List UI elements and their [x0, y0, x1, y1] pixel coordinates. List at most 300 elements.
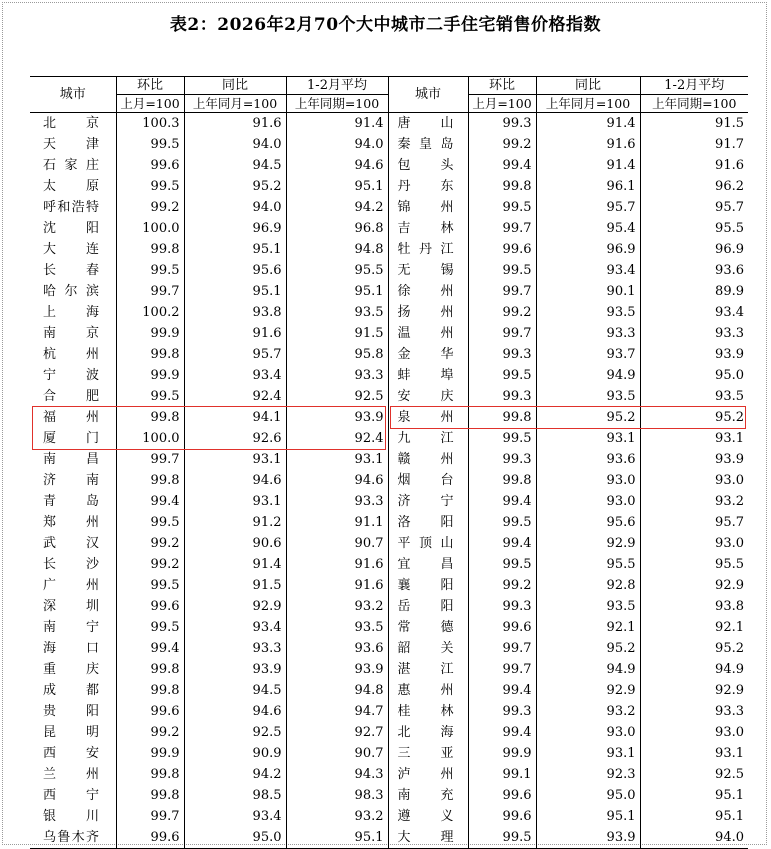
avg-value-left: 94.7: [286, 701, 388, 722]
city-name: 杭州: [43, 347, 99, 362]
city-name: 宁波: [43, 368, 99, 383]
mom-value-right: 99.2: [468, 575, 536, 596]
yoy-value-right: 93.0: [536, 470, 640, 491]
mom-value-right: 99.4: [468, 155, 536, 176]
avg-value-left: 95.8: [286, 344, 388, 365]
yoy-value-left: 94.1: [184, 407, 286, 428]
mom-value-left: 100.3: [116, 113, 184, 135]
yoy-value-left: 93.1: [184, 491, 286, 512]
mom-value-left: 100.0: [116, 428, 184, 449]
table-body: [30, 113, 748, 849]
city-name: 长春: [43, 263, 99, 278]
avg-value-right: 92.9: [640, 575, 748, 596]
city-cell-left: [30, 281, 116, 302]
mom-value-right: 99.6: [468, 785, 536, 806]
avg-value-left: 94.0: [286, 134, 388, 155]
city-name: 扬州: [397, 305, 454, 320]
avg-value-right: 95.7: [640, 512, 748, 533]
mom-value-left: 99.2: [116, 533, 184, 554]
avg-value-right: 95.2: [640, 407, 748, 428]
city-name: 哈尔滨: [43, 284, 99, 299]
header-city: 城市: [30, 77, 116, 113]
city-cell-right: [388, 344, 468, 365]
city-cell-right: [388, 575, 468, 596]
mom-value-left: 99.8: [116, 680, 184, 701]
table-row: [30, 239, 748, 260]
yoy-value-right: 92.3: [536, 764, 640, 785]
city-cell-right: [388, 470, 468, 491]
yoy-value-right: 92.9: [536, 680, 640, 701]
table-row: [30, 554, 748, 575]
city-cell-left: [30, 449, 116, 470]
yoy-value-right: 93.6: [536, 449, 640, 470]
city-name: 蚌埠: [397, 368, 454, 383]
city-name: 青岛: [43, 494, 99, 509]
avg-value-right: 93.6: [640, 260, 748, 281]
city-name: 湛江: [397, 662, 454, 677]
header-mom-base: 上月=100: [116, 95, 184, 113]
city-name: 九江: [397, 431, 454, 446]
city-cell-left: [30, 155, 116, 176]
city-name: 海口: [43, 641, 99, 656]
yoy-value-right: 96.1: [536, 176, 640, 197]
city-cell-left: [30, 680, 116, 701]
avg-value-left: 93.6: [286, 638, 388, 659]
table-row: [30, 281, 748, 302]
city-name: 乌鲁木齐: [43, 830, 99, 845]
city-name: 平顶山: [397, 536, 454, 551]
city-cell-right: [388, 680, 468, 701]
table-row: [30, 197, 748, 218]
city-name: 济宁: [397, 494, 454, 509]
table-row: [30, 533, 748, 554]
city-name: 太原: [43, 179, 99, 194]
city-name: 锦州: [397, 200, 454, 215]
avg-value-left: 93.3: [286, 365, 388, 386]
city-name: 惠州: [397, 683, 454, 698]
city-cell-right: [388, 113, 468, 135]
city-cell-left: [30, 554, 116, 575]
city-name: 大连: [43, 242, 99, 257]
table-row: [30, 722, 748, 743]
city-name: 贵阳: [43, 704, 99, 719]
avg-value-left: 92.5: [286, 386, 388, 407]
city-name: 无锡: [397, 263, 454, 278]
city-cell-right: [388, 512, 468, 533]
mom-value-right: 99.7: [468, 638, 536, 659]
avg-value-left: 95.1: [286, 827, 388, 849]
city-name: 韶关: [397, 641, 454, 656]
city-cell-right: [388, 155, 468, 176]
avg-value-right: 93.0: [640, 722, 748, 743]
avg-value-right: 95.5: [640, 554, 748, 575]
mom-value-right: 99.5: [468, 827, 536, 849]
yoy-value-right: 92.1: [536, 617, 640, 638]
city-name: 天津: [43, 137, 99, 152]
avg-value-left: 94.8: [286, 239, 388, 260]
table-row: [30, 449, 748, 470]
avg-value-left: 91.6: [286, 575, 388, 596]
mom-value-left: 99.8: [116, 470, 184, 491]
yoy-value-right: 93.7: [536, 344, 640, 365]
table-row: [30, 407, 748, 428]
mom-value-right: 99.7: [468, 218, 536, 239]
city-cell-left: [30, 785, 116, 806]
table-row: [30, 617, 748, 638]
table-row: [30, 113, 748, 135]
mom-value-left: 99.8: [116, 785, 184, 806]
yoy-value-left: 94.5: [184, 155, 286, 176]
avg-value-right: 92.9: [640, 680, 748, 701]
city-name: 岳阳: [397, 599, 454, 614]
city-cell-left: [30, 323, 116, 344]
mom-value-right: 99.1: [468, 764, 536, 785]
mom-value-left: 100.2: [116, 302, 184, 323]
yoy-value-left: 95.6: [184, 260, 286, 281]
city-name: 烟台: [397, 473, 454, 488]
table-row: [30, 638, 748, 659]
mom-value-left: 99.8: [116, 659, 184, 680]
avg-value-right: 92.5: [640, 764, 748, 785]
city-cell-right: [388, 365, 468, 386]
yoy-value-left: 91.6: [184, 323, 286, 344]
city-cell-left: [30, 512, 116, 533]
table-row: [30, 659, 748, 680]
avg-value-right: 93.0: [640, 533, 748, 554]
table-row: [30, 575, 748, 596]
city-name: 呼和浩特: [43, 200, 99, 215]
yoy-value-right: 93.5: [536, 302, 640, 323]
city-name: 南宁: [43, 620, 99, 635]
mom-value-right: 99.8: [468, 176, 536, 197]
city-name: 桂林: [397, 704, 454, 719]
city-cell-left: [30, 470, 116, 491]
mom-value-right: 99.5: [468, 197, 536, 218]
yoy-value-right: 90.1: [536, 281, 640, 302]
yoy-value-left: 95.2: [184, 176, 286, 197]
mom-value-left: 99.2: [116, 197, 184, 218]
avg-value-left: 95.1: [286, 281, 388, 302]
city-cell-right: [388, 554, 468, 575]
avg-value-left: 93.2: [286, 806, 388, 827]
avg-value-right: 95.7: [640, 197, 748, 218]
city-name: 北海: [397, 725, 454, 740]
avg-value-right: 91.6: [640, 155, 748, 176]
city-cell-left: [30, 659, 116, 680]
header-avg: 1-2月平均: [286, 77, 388, 95]
city-cell-left: [30, 491, 116, 512]
city-name: 安庆: [397, 389, 454, 404]
yoy-value-left: 95.1: [184, 281, 286, 302]
avg-value-right: 93.1: [640, 428, 748, 449]
mom-value-left: 99.6: [116, 701, 184, 722]
yoy-value-right: 93.1: [536, 743, 640, 764]
yoy-value-right: 91.6: [536, 134, 640, 155]
avg-value-right: 95.2: [640, 638, 748, 659]
mom-value-right: 99.5: [468, 512, 536, 533]
yoy-value-left: 93.3: [184, 638, 286, 659]
yoy-value-left: 94.0: [184, 197, 286, 218]
avg-value-left: 93.2: [286, 596, 388, 617]
avg-value-left: 91.6: [286, 554, 388, 575]
mom-value-right: 99.3: [468, 113, 536, 135]
city-cell-right: [388, 134, 468, 155]
avg-value-right: 93.5: [640, 386, 748, 407]
avg-value-left: 91.5: [286, 323, 388, 344]
avg-value-right: 93.3: [640, 701, 748, 722]
mom-value-right: 99.3: [468, 701, 536, 722]
yoy-value-right: 95.4: [536, 218, 640, 239]
header-mom-right: 环比: [468, 77, 536, 95]
city-cell-left: [30, 428, 116, 449]
yoy-value-right: 93.1: [536, 428, 640, 449]
city-cell-left: [30, 407, 116, 428]
mom-value-left: 99.9: [116, 365, 184, 386]
city-name: 广州: [43, 578, 99, 593]
mom-value-left: 99.8: [116, 344, 184, 365]
yoy-value-left: 92.4: [184, 386, 286, 407]
avg-value-right: 95.0: [640, 365, 748, 386]
yoy-value-right: 93.0: [536, 491, 640, 512]
yoy-value-left: 93.9: [184, 659, 286, 680]
header-avg-right: 1-2月平均: [640, 77, 748, 95]
yoy-value-right: 93.0: [536, 722, 640, 743]
mom-value-left: 99.2: [116, 554, 184, 575]
mom-value-right: 99.3: [468, 344, 536, 365]
table-row: [30, 743, 748, 764]
yoy-value-right: 93.5: [536, 596, 640, 617]
table-row: [30, 218, 748, 239]
avg-value-left: 92.7: [286, 722, 388, 743]
yoy-value-right: 94.9: [536, 659, 640, 680]
city-cell-right: [388, 449, 468, 470]
mom-value-left: 99.9: [116, 743, 184, 764]
city-name: 合肥: [43, 389, 99, 404]
table-row: [30, 134, 748, 155]
yoy-value-left: 91.5: [184, 575, 286, 596]
yoy-value-right: 93.4: [536, 260, 640, 281]
city-name: 南京: [43, 326, 99, 341]
yoy-value-left: 94.5: [184, 680, 286, 701]
yoy-value-right: 93.9: [536, 827, 640, 849]
city-name: 银川: [43, 809, 99, 824]
city-name: 厦门: [43, 431, 99, 446]
city-cell-left: [30, 617, 116, 638]
city-name: 福州: [43, 410, 99, 425]
mom-value-right: 99.6: [468, 239, 536, 260]
mom-value-left: 99.4: [116, 491, 184, 512]
avg-value-left: 91.1: [286, 512, 388, 533]
city-cell-right: [388, 281, 468, 302]
header-avg-base: 上年同期=100: [286, 95, 388, 113]
avg-value-right: 93.1: [640, 743, 748, 764]
city-name: 长沙: [43, 557, 99, 572]
city-name: 徐州: [397, 284, 454, 299]
mom-value-right: 99.6: [468, 617, 536, 638]
city-cell-left: [30, 722, 116, 743]
mom-value-right: 99.4: [468, 491, 536, 512]
yoy-value-left: 91.6: [184, 113, 286, 135]
mom-value-right: 99.2: [468, 134, 536, 155]
yoy-value-right: 91.4: [536, 113, 640, 135]
city-name: 济南: [43, 473, 99, 488]
city-name: 温州: [397, 326, 454, 341]
mom-value-left: 99.5: [116, 176, 184, 197]
mom-value-left: 99.9: [116, 323, 184, 344]
mom-value-right: 99.9: [468, 743, 536, 764]
avg-value-left: 94.6: [286, 470, 388, 491]
city-cell-left: [30, 218, 116, 239]
yoy-value-right: 92.9: [536, 533, 640, 554]
avg-value-right: 95.5: [640, 218, 748, 239]
city-cell-left: [30, 302, 116, 323]
city-cell-left: [30, 365, 116, 386]
city-name: 北京: [43, 116, 99, 131]
avg-value-right: 93.4: [640, 302, 748, 323]
mom-value-right: 99.3: [468, 596, 536, 617]
mom-value-left: 99.7: [116, 806, 184, 827]
avg-value-left: 93.9: [286, 407, 388, 428]
avg-value-left: 92.4: [286, 428, 388, 449]
table-row: [30, 344, 748, 365]
city-cell-left: [30, 386, 116, 407]
avg-value-left: 95.5: [286, 260, 388, 281]
city-cell-right: [388, 260, 468, 281]
yoy-value-left: 95.7: [184, 344, 286, 365]
yoy-value-right: 93.3: [536, 323, 640, 344]
city-cell-right: [388, 827, 468, 849]
table-row: [30, 491, 748, 512]
yoy-value-right: 95.2: [536, 407, 640, 428]
header-avg-base-right: 上年同期=100: [640, 95, 748, 113]
city-cell-right: [388, 806, 468, 827]
mom-value-right: 99.3: [468, 386, 536, 407]
city-cell-right: [388, 386, 468, 407]
city-cell-right: [388, 176, 468, 197]
yoy-value-left: 95.1: [184, 239, 286, 260]
avg-value-left: 94.3: [286, 764, 388, 785]
mom-value-right: 99.4: [468, 722, 536, 743]
city-cell-left: [30, 344, 116, 365]
mom-value-left: 99.5: [116, 134, 184, 155]
yoy-value-left: 96.9: [184, 218, 286, 239]
avg-value-left: 91.4: [286, 113, 388, 135]
table-row: [30, 176, 748, 197]
mom-value-left: 99.2: [116, 722, 184, 743]
header-yoy-base-right: 上年同月=100: [536, 95, 640, 113]
avg-value-right: 91.7: [640, 134, 748, 155]
city-name: 南昌: [43, 452, 99, 467]
city-cell-right: [388, 764, 468, 785]
mom-value-left: 99.5: [116, 617, 184, 638]
city-cell-right: [388, 785, 468, 806]
table-row: [30, 596, 748, 617]
avg-value-left: 93.5: [286, 617, 388, 638]
city-cell-left: [30, 701, 116, 722]
yoy-value-right: 95.6: [536, 512, 640, 533]
yoy-value-left: 94.6: [184, 470, 286, 491]
avg-value-right: 93.9: [640, 449, 748, 470]
avg-value-left: 98.3: [286, 785, 388, 806]
city-cell-left: [30, 176, 116, 197]
yoy-value-right: 92.8: [536, 575, 640, 596]
city-name: 遵义: [397, 809, 454, 824]
city-cell-right: [388, 701, 468, 722]
city-name: 泸州: [397, 767, 454, 782]
city-cell-right: [388, 638, 468, 659]
avg-value-right: 96.9: [640, 239, 748, 260]
mom-value-right: 99.5: [468, 260, 536, 281]
city-name: 宜昌: [397, 557, 454, 572]
city-cell-right: [388, 533, 468, 554]
mom-value-right: 99.2: [468, 302, 536, 323]
yoy-value-left: 93.4: [184, 806, 286, 827]
mom-value-left: 99.5: [116, 260, 184, 281]
mom-value-right: 99.7: [468, 659, 536, 680]
city-name: 丹东: [397, 179, 454, 194]
city-cell-right: [388, 302, 468, 323]
mom-value-left: 99.5: [116, 575, 184, 596]
yoy-value-left: 93.8: [184, 302, 286, 323]
avg-value-left: 90.7: [286, 743, 388, 764]
city-name: 兰州: [43, 767, 99, 782]
yoy-value-right: 95.2: [536, 638, 640, 659]
table-row: [30, 785, 748, 806]
city-cell-left: [30, 764, 116, 785]
city-name: 包头: [397, 158, 454, 173]
mom-value-left: 99.6: [116, 155, 184, 176]
yoy-value-left: 98.5: [184, 785, 286, 806]
mom-value-right: 99.4: [468, 680, 536, 701]
mom-value-left: 99.8: [116, 764, 184, 785]
city-cell-right: [388, 491, 468, 512]
city-name: 西宁: [43, 788, 99, 803]
mom-value-right: 99.5: [468, 554, 536, 575]
city-cell-left: [30, 575, 116, 596]
city-name: 常德: [397, 620, 454, 635]
city-name: 泉州: [397, 410, 454, 425]
city-name: 吉林: [397, 221, 454, 236]
city-name: 牡丹江: [397, 242, 454, 257]
mom-value-right: 99.5: [468, 365, 536, 386]
yoy-value-right: 93.2: [536, 701, 640, 722]
city-cell-right: [388, 596, 468, 617]
avg-value-left: 94.8: [286, 680, 388, 701]
mom-value-left: 99.7: [116, 281, 184, 302]
avg-value-right: 94.9: [640, 659, 748, 680]
mom-value-left: 99.8: [116, 407, 184, 428]
table-row: [30, 470, 748, 491]
mom-value-left: 99.6: [116, 827, 184, 849]
avg-value-left: 93.5: [286, 302, 388, 323]
city-name: 襄阳: [397, 578, 454, 593]
city-cell-right: [388, 218, 468, 239]
yoy-value-left: 90.6: [184, 533, 286, 554]
header-yoy-right: 同比: [536, 77, 640, 95]
mom-value-right: 99.4: [468, 533, 536, 554]
city-name: 昆明: [43, 725, 99, 740]
yoy-value-right: 94.9: [536, 365, 640, 386]
city-name: 大理: [397, 830, 454, 845]
yoy-value-left: 93.4: [184, 365, 286, 386]
header-mom-base-right: 上月=100: [468, 95, 536, 113]
avg-value-right: 93.9: [640, 344, 748, 365]
avg-value-right: 89.9: [640, 281, 748, 302]
avg-value-left: 93.1: [286, 449, 388, 470]
mom-value-left: 99.8: [116, 239, 184, 260]
table-row: [30, 827, 748, 849]
mom-value-left: 99.7: [116, 449, 184, 470]
